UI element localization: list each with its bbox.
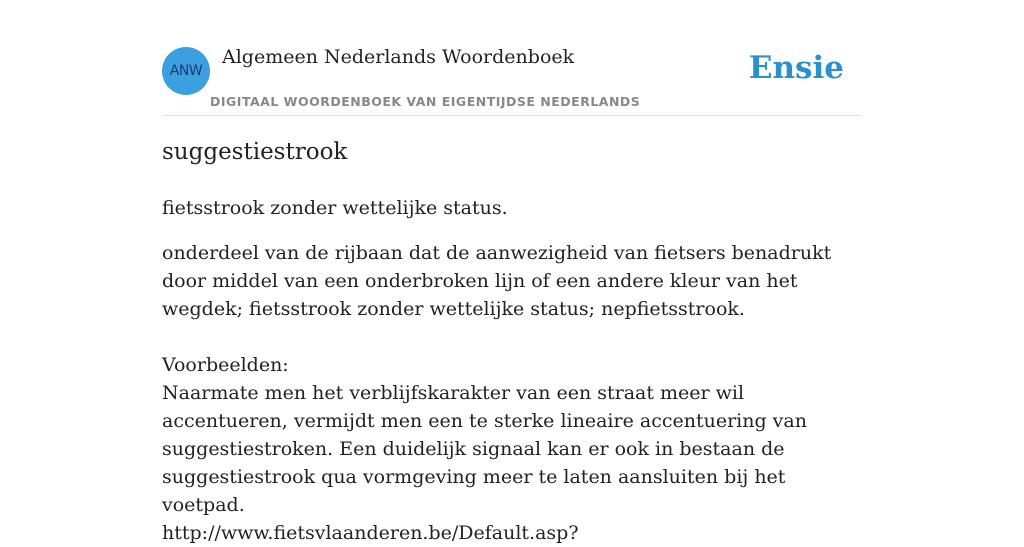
site-subtitle: DIGITAAL WOORDENBOEK VAN EIGENTIJDSE NEDERLANDS xyxy=(210,94,641,109)
header-divider xyxy=(162,115,862,116)
anw-logo[interactable] xyxy=(162,47,210,95)
entry-summary: fietsstrook zonder wettelijke status. xyxy=(162,197,508,219)
ensie-brand-logo[interactable]: Ensie xyxy=(748,50,844,86)
entry-headword: suggestiestrook xyxy=(162,139,348,165)
site-title[interactable]: Algemeen Nederlands Woordenboek xyxy=(222,46,575,68)
logo-text: ANW xyxy=(169,63,203,79)
entry-definition: onderdeel van de rijbaan dat de aanwezigheid van fietsers benadrukt door middel van een onderbroken lijn of een andere kleur van het wegdek; fietsstrook zonder wettelijke status; nepfietsstrook. Voorbeelden: Naarmate men het verblijfskarakter van een straat meer wil accentueren, vermijdt men een te sterke lineaire accentuering van suggestiestroken. Een duidelijk signaal kan er ook in bestaan de suggestiestrook qua vormgeving meer te laten aansluiten bij het voetpad. http://www.fietsvlaanderen.be/Default.asp? xyxy=(162,242,832,544)
header xyxy=(162,44,862,116)
